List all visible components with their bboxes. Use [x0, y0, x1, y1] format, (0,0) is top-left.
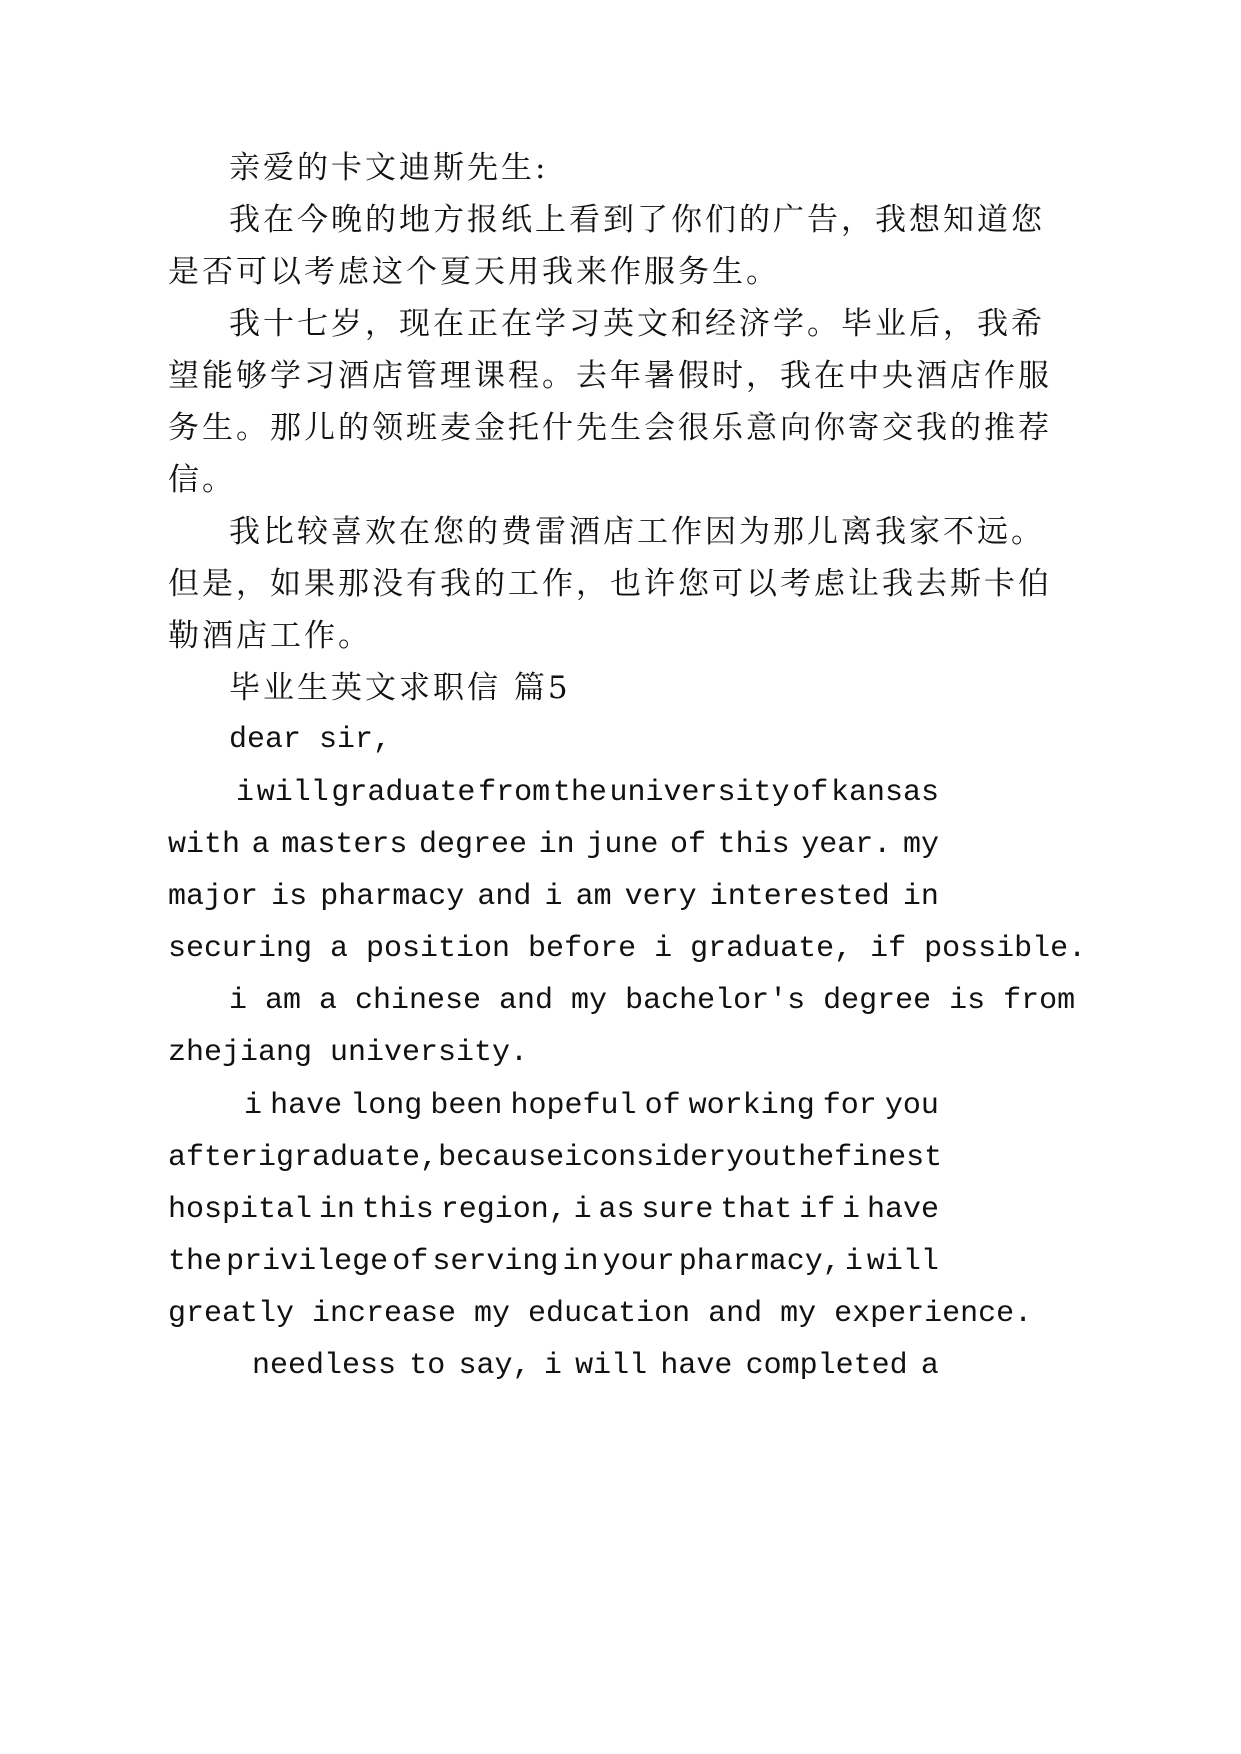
word: june: [586, 828, 659, 862]
word: a: [251, 828, 270, 862]
word: serving: [432, 1245, 559, 1279]
word: year.: [801, 828, 892, 862]
word: consider: [582, 1141, 727, 1175]
paragraph-line: 是否可以考虑这个夏天用我来作服务生。: [168, 254, 780, 290]
word: in: [562, 1245, 599, 1279]
word: very: [624, 880, 697, 914]
word: pharmacy,: [678, 1245, 841, 1279]
word: from: [478, 776, 551, 810]
word: of: [669, 828, 706, 862]
word: finest: [834, 1141, 943, 1175]
word: and: [477, 880, 532, 914]
paragraph-line: 信。: [168, 462, 236, 498]
word: graduate,: [276, 1141, 439, 1175]
word: major: [168, 880, 259, 914]
word: this: [361, 1193, 434, 1227]
paragraph-line: 勒酒店工作。: [168, 618, 372, 654]
paragraph-line: i am a chinese and my bachelor's degree is from: [229, 984, 1076, 1018]
word: if: [799, 1193, 836, 1227]
word: long: [350, 1089, 423, 1123]
word: kansas: [830, 776, 939, 810]
paragraph-line: 望能够学习酒店管理课程。去年暑假时，我在中央酒店作服: [168, 358, 1052, 394]
word: working: [688, 1089, 815, 1123]
word: completed: [745, 1349, 908, 1383]
word: with: [168, 828, 241, 862]
word: in: [318, 1193, 355, 1227]
paragraph-line: [168, 825, 939, 865]
word: will: [866, 1245, 939, 1279]
word: i: [543, 1349, 562, 1383]
paragraph-line: 但是，如果那没有我的工作，也许您可以考虑让我去斯卡伯: [168, 566, 1052, 602]
word: of: [792, 776, 829, 810]
word: a: [920, 1349, 939, 1383]
paragraph-line: [168, 1138, 943, 1178]
word: i: [244, 1089, 263, 1123]
paragraph-line: 我在今晚的地方报纸上看到了你们的广告，我想知道您: [229, 202, 1045, 238]
salutation-line: dear sir,: [229, 723, 392, 757]
word: hopeful: [510, 1089, 637, 1123]
word: have: [866, 1193, 939, 1227]
word: you: [884, 1089, 939, 1123]
word: for: [822, 1089, 877, 1123]
word: have: [660, 1349, 733, 1383]
paragraph-line: [168, 1190, 939, 1230]
word: the: [552, 776, 607, 810]
word: interested: [709, 880, 890, 914]
paragraph-line: greatly increase my education and my experience.: [168, 1297, 1033, 1331]
word: the: [168, 1245, 223, 1279]
salutation-line: 亲爱的卡文迪斯先生:: [229, 150, 549, 186]
section-heading: 毕业生英文求职信 篇5: [229, 670, 571, 706]
word: i: [236, 776, 255, 810]
word: degree: [418, 828, 528, 862]
word: after: [168, 1141, 259, 1175]
word: the: [780, 1141, 835, 1175]
word: your: [602, 1245, 675, 1279]
word: as: [598, 1193, 635, 1227]
word: i: [844, 1245, 863, 1279]
word: am: [575, 880, 612, 914]
word: will: [256, 776, 329, 810]
word: i: [544, 880, 563, 914]
paragraph-line: securing a position before i graduate, if possible.: [168, 932, 1087, 966]
word: i: [842, 1193, 861, 1227]
word: graduate: [331, 776, 476, 810]
word: that: [720, 1193, 793, 1227]
word: sure: [641, 1193, 714, 1227]
word: i: [258, 1141, 277, 1175]
word: because: [438, 1141, 565, 1175]
word: have: [270, 1089, 343, 1123]
paragraph-line: [168, 1242, 939, 1282]
paragraph-line: zhejiang university.: [168, 1036, 529, 1070]
word: been: [430, 1089, 503, 1123]
word: hospital: [168, 1193, 313, 1227]
word: needless: [252, 1349, 397, 1383]
paragraph-line: [168, 877, 939, 917]
word: say,: [458, 1349, 531, 1383]
word: masters: [281, 828, 408, 862]
paragraph-line: 我比较喜欢在您的费雷酒店工作因为那儿离我家不远。: [229, 514, 1045, 550]
word: university: [609, 776, 790, 810]
word: will: [575, 1349, 648, 1383]
word: to: [409, 1349, 446, 1383]
word: you: [726, 1141, 781, 1175]
paragraph-line: 务生。那儿的领班麦金托什先生会很乐意向你寄交我的推荐: [168, 410, 1052, 446]
word: privilege: [226, 1245, 389, 1279]
word: of: [644, 1089, 681, 1123]
word: my: [902, 828, 939, 862]
word: in: [902, 880, 939, 914]
paragraph-line: [244, 1086, 939, 1126]
paragraph-line: [236, 773, 939, 813]
word: this: [717, 828, 790, 862]
paragraph-line: 我十七岁，现在正在学习英文和经济学。毕业后，我希: [229, 306, 1045, 342]
word: pharmacy: [320, 880, 465, 914]
word: of: [392, 1245, 429, 1279]
word: in: [538, 828, 575, 862]
word: region,: [440, 1193, 567, 1227]
word: is: [271, 880, 308, 914]
word: i: [564, 1141, 583, 1175]
paragraph-line: [252, 1346, 939, 1386]
word: i: [573, 1193, 592, 1227]
